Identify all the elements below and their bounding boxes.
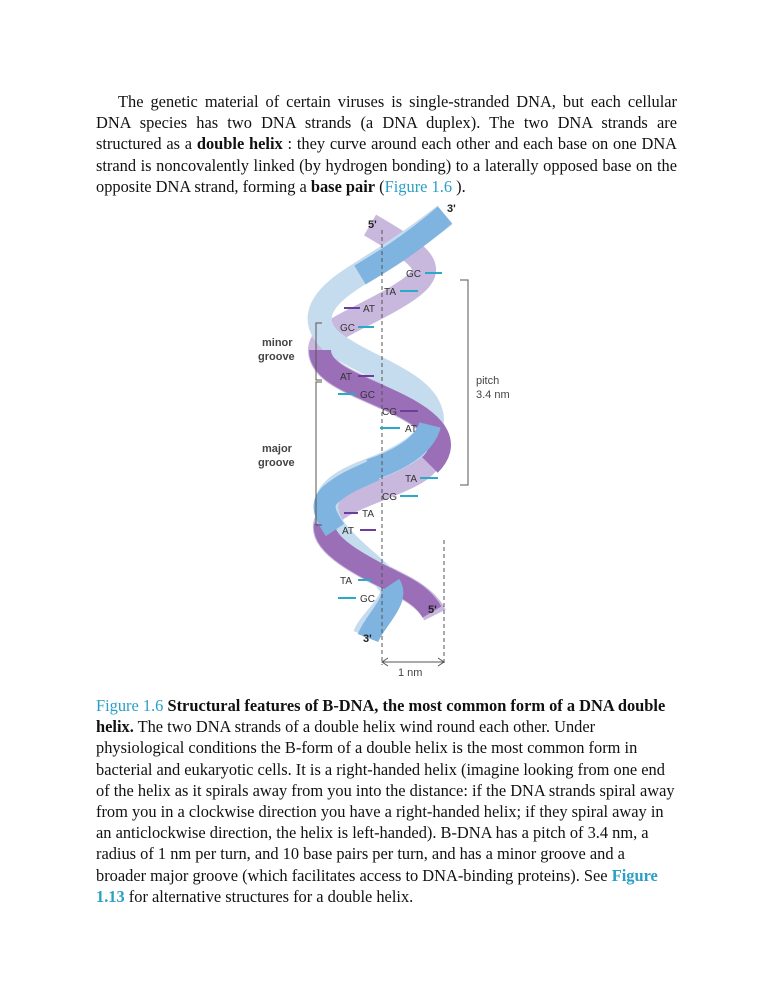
dna-helix-figure bbox=[250, 200, 540, 680]
caption-ref-link[interactable]: Figure 1.13 bbox=[96, 865, 658, 906]
para-text-3: ( bbox=[375, 176, 385, 196]
para-text-4: ). bbox=[452, 176, 466, 196]
pitch-label-1: pitch bbox=[476, 375, 500, 387]
minor-groove-label-1: minor bbox=[262, 337, 293, 349]
caption-title: Structural features of B-DNA, the most common form of a DNA double helix. bbox=[96, 696, 666, 737]
bp-label: AT bbox=[342, 526, 355, 537]
pitch-bracket bbox=[460, 280, 468, 485]
bp-label: AT bbox=[363, 304, 376, 315]
bp-label: AT bbox=[340, 372, 353, 383]
label-3-prime-top: 3' bbox=[447, 203, 456, 215]
bp-label: CG bbox=[382, 492, 397, 503]
bp-label: GC bbox=[406, 269, 421, 280]
width-label: 1 nm bbox=[398, 667, 423, 679]
figure-caption bbox=[96, 695, 677, 907]
caption-figure-link[interactable]: Figure 1.6 bbox=[96, 696, 164, 715]
figure-link[interactable]: Figure 1.6 bbox=[384, 176, 453, 196]
label-3-prime-bottom: 3' bbox=[363, 633, 372, 645]
bp-label: AT bbox=[405, 424, 418, 435]
bp-label: TA bbox=[405, 474, 418, 485]
major-groove-label-2: groove bbox=[258, 457, 295, 469]
body-paragraph bbox=[96, 91, 677, 197]
major-groove-label-1: major bbox=[262, 443, 292, 455]
pitch-label-2: 3.4 nm bbox=[476, 389, 510, 401]
bp-label: GC bbox=[340, 323, 355, 334]
minor-groove-label-2: groove bbox=[258, 351, 295, 363]
para-text-1: The genetic material of certain viruses is single-stranded DNA, but each cellular DNA species has two DNA strands (a DNA duplex). The two DNA strands are structured as a bbox=[96, 92, 677, 154]
term-double-helix: double helix bbox=[196, 134, 283, 154]
bp-label: TA bbox=[340, 576, 353, 587]
width-arrow bbox=[382, 658, 444, 666]
bp-label: GC bbox=[360, 594, 375, 605]
caption-text-2: for alternative structures for a double helix. bbox=[124, 886, 414, 906]
label-5-prime-top: 5' bbox=[368, 219, 377, 231]
para-text-2: : they curve around each other and each base on one DNA strand is noncovalently linked (by hydrogen bonding) to a laterally opposed base on the opposite DNA strand, forming a bbox=[96, 134, 677, 196]
bp-label: GC bbox=[360, 390, 375, 401]
bp-label: TA bbox=[384, 287, 397, 298]
dna-helix-diagram bbox=[250, 200, 540, 680]
bp-label: CG bbox=[382, 407, 397, 418]
term-base-pair: base pair bbox=[310, 176, 376, 196]
bp-label: TA bbox=[362, 509, 375, 520]
label-5-prime-bottom: 5' bbox=[428, 604, 437, 616]
caption-text-1: The two DNA strands of a double helix wind round each other. Under physiological conditions the B-form of a double helix is the most common form in bacterial and eukaryotic cells. It is a right-handed helix (imagine looking from one end of the helix as it spirals away from you into the distance: if the DNA strands spiral away from you in a clockwise direction you have a right-handed helix; if they spiral away in an anticlockwise direction, the helix is left-handed). B-DNA has a pitch of 3.4 nm, a radius of 1 nm per turn, and 10 base pairs per turn, and has a minor groove and a broader major groove (which facilitates access to DNA-binding proteins). See bbox=[96, 717, 675, 885]
